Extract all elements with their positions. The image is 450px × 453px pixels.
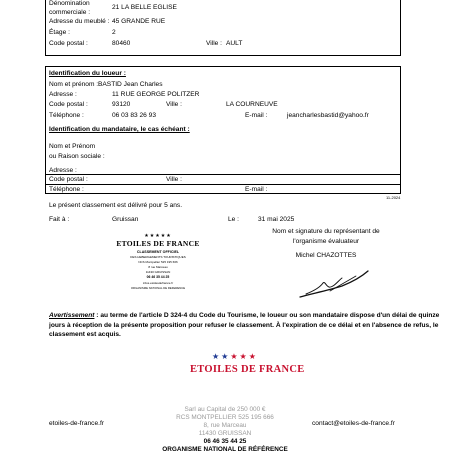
footer-street: 8, rue Marceau [203, 422, 247, 429]
loueur-adresse-label: Adresse : [49, 91, 77, 98]
footer-capital: Sarl au Capital de 250 000 € [184, 406, 266, 413]
etage-value: 2 [112, 29, 116, 36]
footer-contact-link[interactable]: contact@etoiles-de-france.fr [312, 420, 395, 427]
etage-label: Étage : [49, 29, 70, 36]
signature-caption-2: l'organisme évaluateur [292, 238, 360, 245]
loueur-tel-value: 06 03 83 26 93 [112, 112, 156, 119]
adresse-meuble-value: 45 GRANDE RUE [112, 18, 166, 25]
mandataire-cp-line [46, 184, 400, 185]
footer-city: 11430 GRUISSAN [198, 430, 252, 437]
stamp-line-7: infos.etoilesdefrance.fr [142, 281, 174, 285]
official-stamp [98, 234, 218, 302]
property-ville-label: Ville : [206, 40, 223, 47]
loueur-adresse-value: 11 RUE GEORGE POLITZER [112, 91, 200, 98]
loueur-nom-value: BASTID Jean Charles [98, 81, 163, 88]
loueur-nom-label: Nom et prénom : [49, 81, 99, 88]
fait-value: Gruissan [112, 216, 139, 223]
loueur-cp-value: 93120 [112, 101, 131, 108]
avertissement-line-1 [49, 312, 439, 319]
stamp-line-2: DES HEBERGEMENTS TOURISTIQUES [130, 255, 186, 259]
mandataire-raison-label: ou Raison sociale : [49, 153, 105, 160]
stamp-brand: ETOILES DE FRANCE [116, 239, 200, 248]
signer-name: Michel CHAZOTTES [295, 252, 357, 259]
avertissement-label: Avertissement [49, 312, 95, 319]
validity-text: Le présent classement est délivré pour 5 ans. [49, 202, 183, 209]
footer-logo-text: ETOILES DE FRANCE [190, 364, 305, 375]
commerciale-label: commerciale : [49, 9, 91, 16]
loueur-tel-label: Téléphone : [49, 112, 84, 119]
loueur-ville-value: LA COURNEUVE [226, 101, 278, 108]
avertissement-text-1: : au terme de l'article D 324-4 du Code du Tourisme, le loueur ou son mandataire dispose d'un délai de quinze [94, 312, 440, 319]
date-value: 31 mai 2025 [258, 216, 295, 223]
denomination-label: Dénomination [49, 0, 90, 7]
property-cp-value: 80460 [112, 40, 131, 47]
fait-label: Fait à : [49, 216, 70, 223]
mandataire-heading: Identification du mandataire, le cas échéant : [49, 126, 190, 133]
footer-logo [184, 352, 304, 382]
property-cp-label: Code postal : [49, 40, 88, 47]
mandataire-cp-label: Code postal : [49, 176, 88, 183]
stamp-line-4: 8 rue Marceau [148, 265, 168, 269]
loueur-cp-label: Code postal : [49, 101, 88, 108]
footer-org: ORGANISME NATIONAL DE RÉFÉRENCE [162, 446, 288, 453]
signature-caption-1: Nom et signature du représentant de [272, 228, 380, 235]
commerciale-value: 21 LA BELLE EGLISE [112, 4, 177, 11]
stamp-line-8: ORGANISME NATIONAL DE REFERENCE [130, 286, 186, 290]
stamp-line-6: 06 46 35 44 25 [146, 275, 170, 279]
mandataire-nom-label: Nom et Prénom [49, 143, 96, 150]
loueur-email-value[interactable]: jeancharlesbastid@yahoo.fr [287, 112, 369, 119]
mandataire-tel-label: Téléphone : [49, 186, 84, 193]
mandataire-email-label: E-mail : [245, 186, 268, 193]
mandataire-adresse-line [46, 174, 400, 175]
signature-scribble [296, 264, 376, 304]
avertissement-line-2: jours à réception de la présente proposition pour refuser le classement. À l'expiration de ce délai et en l'absence de refus, le [49, 322, 439, 329]
adresse-meuble-label: Adresse du meublé : [49, 18, 110, 25]
footer-logo-stars-icon: ★★★★★ [212, 352, 258, 361]
avertissement-line-3: classement est acquis. [49, 331, 121, 338]
stamp-stars-icon: ★★★★★ [144, 233, 172, 239]
mandataire-adresse-label: Adresse : [49, 167, 77, 174]
stamp-line-1: CLASSEMENT OFFICIEL [136, 250, 180, 254]
loueur-email-label: E-mail : [245, 112, 268, 119]
property-ville-value: AULT [226, 40, 243, 47]
loueur-ville-label: Ville : [166, 101, 183, 108]
stamp-line-3: NCS Montpellier 525 195 666 [138, 260, 178, 264]
footer-phone: 06 46 35 44 25 [203, 438, 247, 445]
footer-website-link[interactable]: etoiles-de-france.fr [49, 420, 104, 427]
stamp-line-5: 11430 GRUISSAN [145, 270, 171, 274]
footer-rcs: RCS MONTPELLIER 525 195 666 [176, 414, 274, 421]
mandataire-ville-label: Ville : [166, 176, 183, 183]
property-box [45, 0, 401, 56]
form-ref-code: 11-2024 [386, 195, 401, 200]
date-label: Le : [228, 216, 239, 223]
loueur-heading: Identification du loueur : [49, 70, 126, 77]
